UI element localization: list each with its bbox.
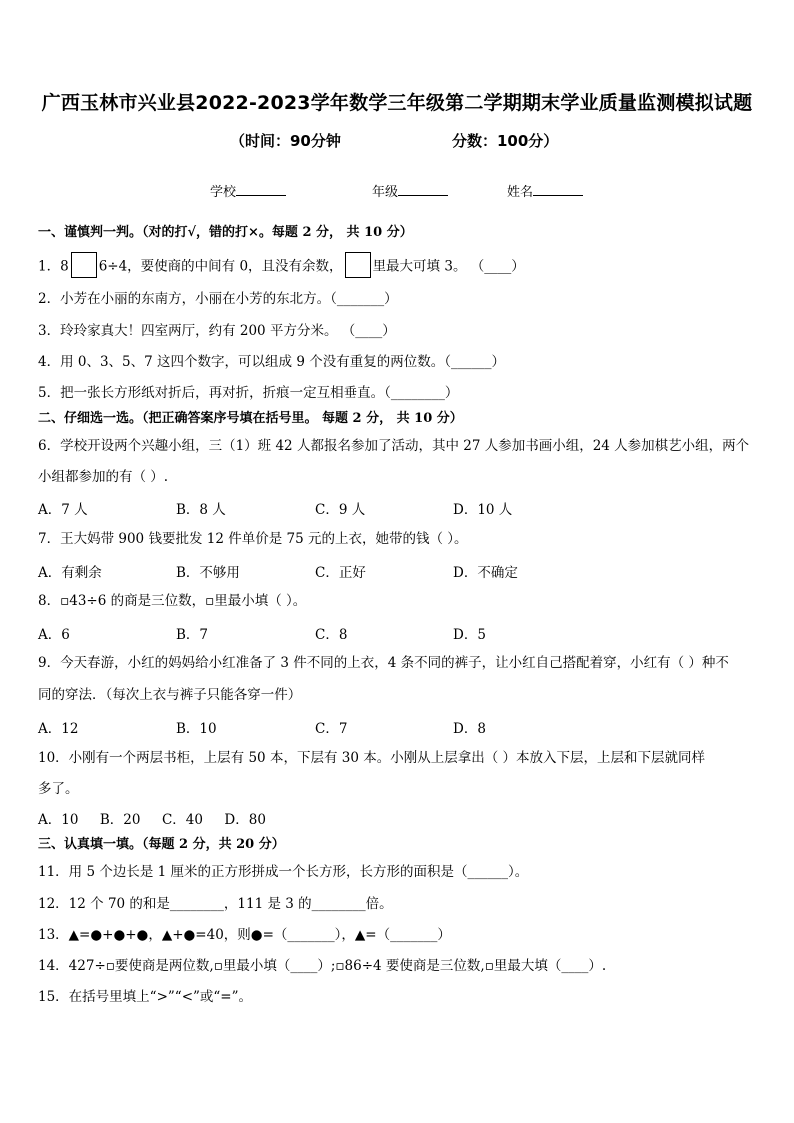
question-14: 14．427÷▫要使商是两位数,▫里最小填（____）;▫86÷4 要使商是三位数,▫里最大填（____）.: [38, 958, 607, 974]
exam-title: 广西玉林市兴业县2022-2023学年数学三年级第二学期期末学业质量监测模拟试题: [41, 92, 753, 114]
question-10-line1: 10．小刚有一个两层书柜，上层有 50 本，下层有 30 本。小刚从上层拿出（ ）本放入下层，上层和下层就同样: [38, 750, 705, 766]
question-13: 13．▲=●+●+●，▲+●=40，则●=（_______），▲=（_______）: [38, 927, 451, 943]
q9-option-d: D．8: [453, 721, 486, 737]
q1-answer-box-2: [345, 252, 371, 278]
q8-option-d: D．5: [453, 627, 486, 643]
q6-option-c: C．9 人: [315, 502, 366, 518]
section3-heading: 三、认真填一填。（每题 2 分，共 20 分）: [38, 837, 285, 852]
question-15: 15．在括号里填上“>”“<”或“=”。: [38, 989, 253, 1005]
question-4: 4．用 0、3、5、7 这四个数字，可以组成 9 个没有重复的两位数。（______）: [38, 354, 505, 370]
question-6-line2: 小组都参加的有（ ）.: [38, 469, 169, 485]
q8-option-a: A．6: [38, 627, 70, 643]
question-7: 7．王大妈带 900 钱要批发 12 件单价是 75 元的上衣，她带的钱（ ）。: [38, 531, 468, 547]
q6-option-d: D．10 人: [453, 502, 513, 518]
q7-option-b: B．不够用: [176, 565, 240, 581]
q7-option-d: D．不确定: [453, 565, 518, 581]
school-field: [210, 181, 286, 200]
q1-part-c: 里最大可填 3。 （____）: [372, 258, 525, 275]
name-blank: [533, 182, 583, 196]
grade-field: [372, 181, 448, 200]
question-6-line1: 6．学校开设两个兴趣小组，三（1）班 42 人都报名参加了活动，其中 27 人参加书画小组，24 人参加棋艺小组，两个: [38, 438, 750, 454]
q7-option-c: C．正好: [315, 565, 366, 581]
q1-answer-box-1: [71, 252, 97, 278]
question-8: 8．▫43÷6 的商是三位数，▫里最小填（ ）。: [38, 593, 307, 609]
q10-options: A．10 B．20 C．40 D．80: [38, 812, 266, 828]
score-label: 分数：100分）: [452, 132, 559, 150]
grade-blank: [398, 182, 448, 196]
question-3: 3．玲玲家真大！四室两厅，约有 200 平方分米。 （____）: [38, 323, 396, 339]
q9-option-a: A．12: [38, 721, 79, 737]
q8-option-c: C．8: [315, 627, 348, 643]
section2-heading: 二、仔细选一选。（把正确答案序号填在括号里。 每题 2 分， 共 10 分）: [38, 411, 463, 426]
question-10-line2: 多了。: [38, 781, 79, 797]
time-label: （时间：90分钟: [230, 132, 341, 150]
question-1: [38, 254, 525, 280]
name-label: 姓名: [507, 185, 534, 200]
question-9-line1: 9．今天春游，小红的妈妈给小红准备了 3 件不同的上衣，4 条不同的裤子，让小红自己搭配着穿，小红有（ ）种不: [38, 655, 729, 671]
question-11: 11．用 5 个边长是 1 厘米的正方形拼成一个长方形，长方形的面积是（______）。: [38, 864, 529, 880]
q9-option-b: B．10: [176, 721, 217, 737]
q1-part-a: 1．8: [38, 258, 69, 275]
section1-heading: 一、谨慎判一判。（对的打√，错的打×。每题 2 分， 共 10 分）: [38, 225, 413, 240]
name-field: [507, 181, 583, 200]
school-blank: [236, 182, 286, 196]
school-label: 学校: [210, 185, 237, 200]
question-5: 5．把一张长方形纸对折后，再对折，折痕一定互相垂直。（________）: [38, 385, 459, 401]
question-9-line2: 同的穿法．（每次上衣与裤子只能各穿一件）: [38, 687, 302, 703]
grade-label: 年级: [372, 185, 399, 200]
question-2: 2．小芳在小丽的东南方，小丽在小芳的东北方。（_______）: [38, 291, 398, 307]
q9-option-c: C．7: [315, 721, 348, 737]
q6-option-b: B．8 人: [176, 502, 226, 518]
question-12: 12．12 个 70 的和是________，111 是 3 的________倍。: [38, 896, 393, 912]
q7-option-a: A．有剩余: [38, 565, 102, 581]
q1-part-b: 6÷4，要使商的中间有 0，且没有余数，: [98, 258, 343, 275]
q6-option-a: A．7 人: [38, 502, 88, 518]
q8-option-b: B．7: [176, 627, 209, 643]
